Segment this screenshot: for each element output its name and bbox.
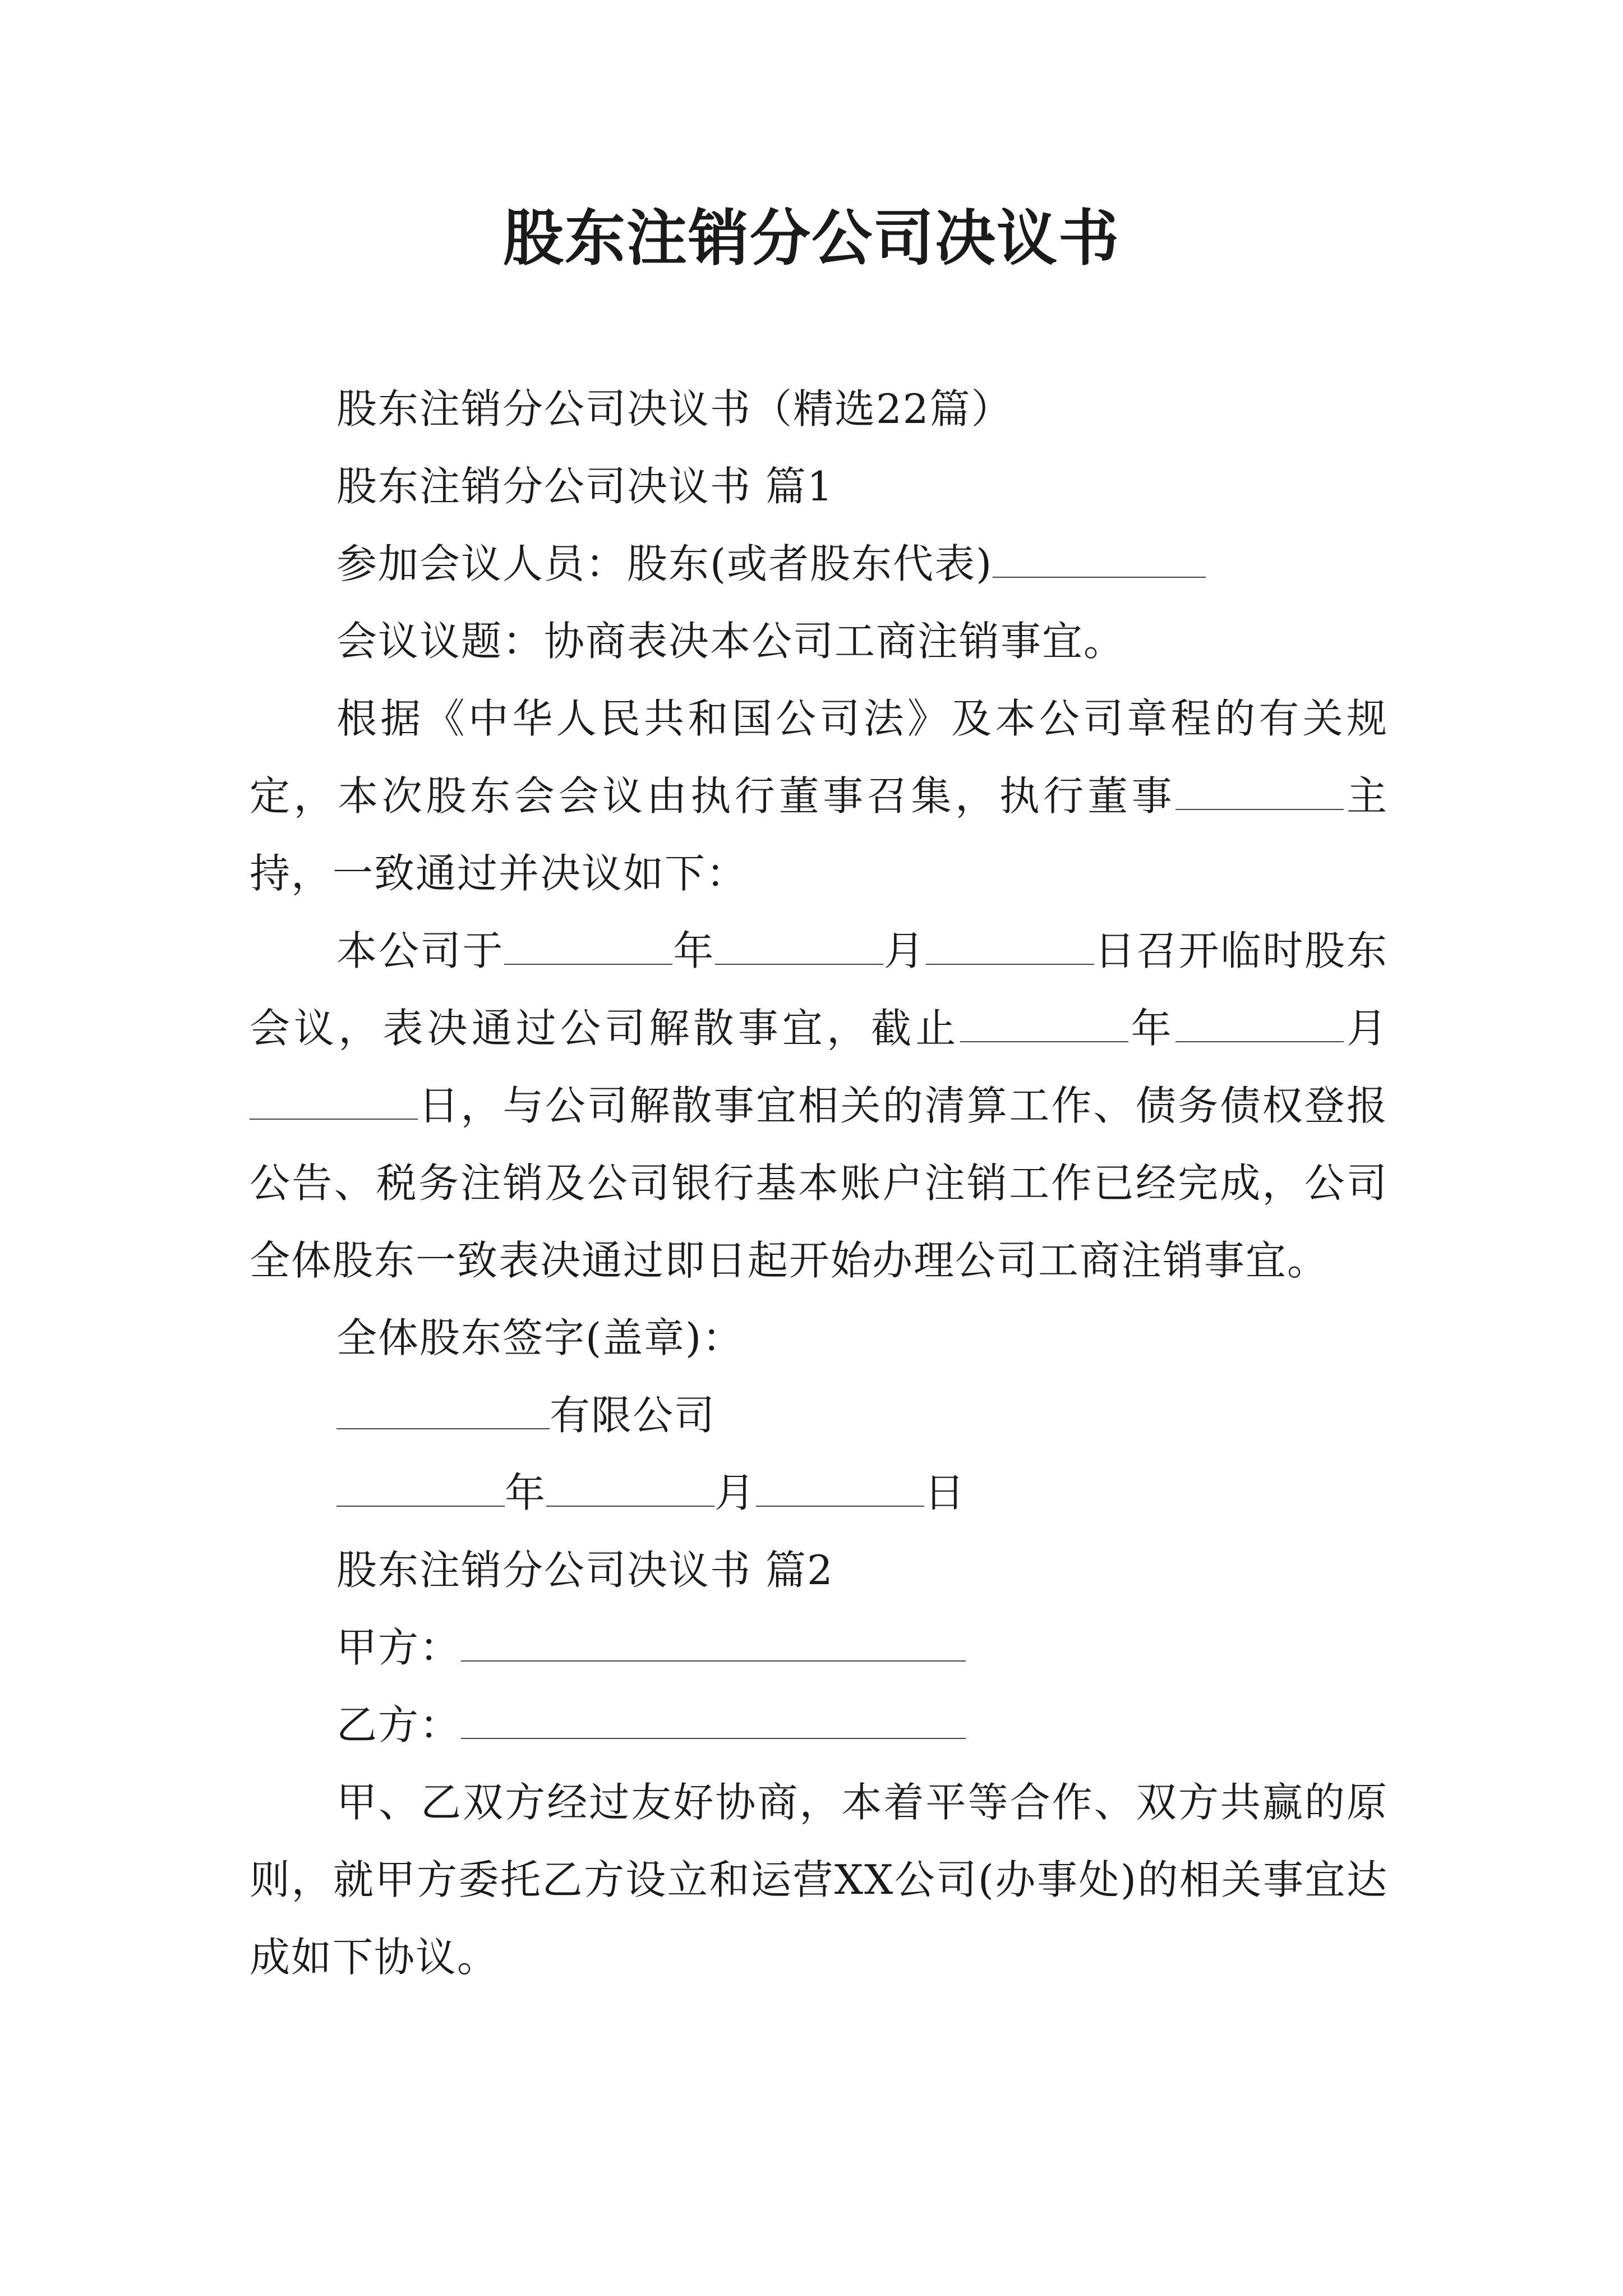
meeting-day-blank: [926, 923, 1094, 965]
day-label: 日: [924, 1469, 966, 1516]
document-body: [250, 370, 1388, 1996]
chair-blank: [1175, 769, 1344, 810]
section1-heading: 股东注销分公司决议书 篇1: [336, 463, 834, 510]
party-b-blank: [461, 1697, 966, 1739]
sign-month-blank: [546, 1465, 714, 1507]
company-name-blank: [336, 1388, 550, 1429]
attendees-blank: [993, 536, 1206, 578]
decision-text-b: 日，与公司解散事宜相关的清算工作、债务债权登报公告、税务注销及公司银行基本账户注销工作已经完成，公司全体股东一致表决通过即日起开始办理公司工商注销事宜。: [250, 1082, 1388, 1284]
sign-year-blank: [336, 1465, 505, 1507]
company-line: [250, 1377, 1388, 1454]
basis-text-a: 根据《中华人民共和国公司法》及本公司章程的有关规定，本次股东会会议由执行董事召集，执行董事: [250, 695, 1388, 820]
party-a-blank: [461, 1620, 966, 1662]
date-line: [250, 1454, 1388, 1531]
basis-text-b: 主持，一致通过并决议如下：: [250, 772, 1388, 897]
meeting-month-blank: [715, 923, 883, 965]
month-label: 月: [883, 927, 926, 974]
document-subtitle: 股东注销分公司决议书（精选22篇）: [336, 385, 1013, 432]
deadline-day-blank: [250, 1078, 418, 1120]
signature-label: 全体股东签字(盖章)：: [336, 1314, 744, 1361]
month-label-3: 月: [714, 1469, 757, 1516]
party-b-line: [250, 1686, 1388, 1764]
party-b-label: 乙方：: [336, 1701, 462, 1749]
attendees-label: 参加会议人员：股东(或者股东代表): [336, 540, 993, 587]
decision-paragraph: [250, 912, 1388, 1299]
month-label-2: 月: [1343, 1005, 1388, 1052]
year-label-3: 年: [505, 1469, 547, 1516]
deadline-month-blank-a: [1175, 1001, 1344, 1042]
party-a-label: 甲方：: [336, 1624, 462, 1671]
meeting-year-blank: [504, 923, 672, 965]
sign-day-blank: [756, 1465, 924, 1507]
party-a-line: [250, 1609, 1388, 1686]
topic-line: 会议议题：协商表决本公司工商注销事宜。: [336, 618, 1126, 665]
decision-text-day-open: 日召开临时股东会议，表决通过公司解散事宜，截止: [250, 927, 1388, 1052]
year-label-2: 年: [1128, 1005, 1175, 1052]
decision-text-a: 本公司于: [336, 927, 505, 974]
year-label: 年: [672, 927, 716, 974]
attendees-line: [250, 525, 1388, 602]
basis-paragraph: [250, 680, 1388, 912]
section2-heading: 股东注销分公司决议书 篇2: [336, 1547, 834, 1594]
deadline-year-blank: [960, 1001, 1128, 1042]
agreement-intro: 甲、乙双方经过友好协商，本着平等合作、双方共赢的原则，就甲方委托乙方设立和运营XX公司(办事处)的相关事宜达成如下协议。: [250, 1779, 1388, 1981]
document-title: 股东注销分公司决议书: [502, 203, 1120, 274]
company-suffix: 有限公司: [550, 1392, 716, 1439]
